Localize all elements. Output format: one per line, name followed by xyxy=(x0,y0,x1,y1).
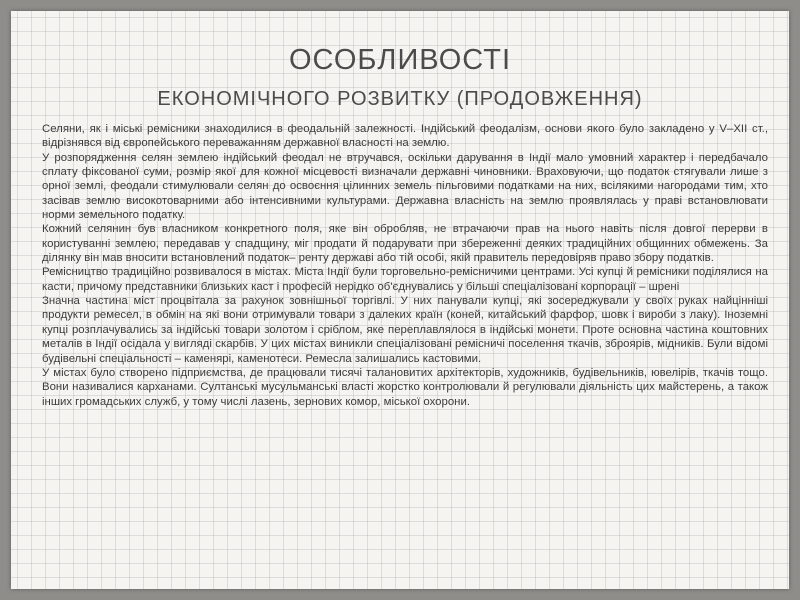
paragraph: У містах було створено підприємства, де працювали тисячі талановитих архітекторів, художників, будівельників, ювелірів, ткачів тощо. Вони називалися карханами. Султанські мусульманські власті жорстко контролювали й регулювали діяльність цих майстерень, а також інших громадських служб, у тому числі лазень, зернових комор, міської охорони. xyxy=(42,366,768,408)
title-line-1: ОСОБЛИВОСТІ xyxy=(288,44,511,76)
slide-body xyxy=(42,122,768,409)
title-line-2: ЕКОНОМІЧНОГО РОЗВИТКУ (ПРОДОВЖЕННЯ) xyxy=(157,88,643,110)
slide xyxy=(11,11,789,589)
paragraph: У розпорядження селян землею індійський феодал не втручався, оскільки дарування в Індії мало умовний характер і передбачало сплату фіксованої суми, розмір якої для кожної місцевості визначали державні чиновники. Враховуючи, що податок стягували лише з орної землі, феодали стимулювали селян до освоєння цілинних земель пільговими податками на них, всілякими нагородами тим, хто засівав землю високотоварними або інтенсивними культурами. Державна власність на землю проявлялась у праві встановлювати норми земельного податку. xyxy=(42,151,768,222)
paragraph: Кожний селянин був власником конкретного поля, яке він обробляв, не втрачаючи прав на нього навіть після довгої перерви в користуванні землею, передавав у спадщину, міг продати й подарувати при збереженні деяких традиційних общинних обмежень. За ділянку він мав вносити встановлений податок– ренту державі або тій особі, якій правитель передовіряв право збору податків. xyxy=(42,223,768,265)
paragraph: Селяни, як і міські ремісники знаходилися в феодальній залежності. Індійський феодалізм, основи якого було закладено у V–XII ст., відрізнявся від європейського переважанням державної власності на землю. xyxy=(42,123,768,150)
slide-title xyxy=(11,43,789,113)
paragraph: Значна частина міст процвітала за рахунок зовнішньої торгівлі. У них панували купці, які зосереджували у своїх руках найцінніші продукти ремесел, в обмін на які вони отримували товари з далеких країн (коней, китайський фарфор, шовк і вироби з лаку). Іноземні купці розплачувались за індійські товари золотом і сріблом, яке переплавлялося в індійські монети. Проте основна частина коштовних металів в Індії осідала у вигляді скарбів. У цих містах виникли спеціалізовані ремісничі поселення ткачів, зброярів, мідників. Були відомі будівельні спеціальності – каменярі, каменотеси. Ремесла залишались кастовими. xyxy=(42,295,768,365)
paragraph: Ремісництво традиційно розвивалося в містах. Міста Індії були торговельно-ремісничими центрами. Усі купці й ремісники поділялися на касти, причому представники близьких каст і професій нерідко об'єднувались у більші спеціалізовані корпорації – шрені xyxy=(42,266,768,293)
